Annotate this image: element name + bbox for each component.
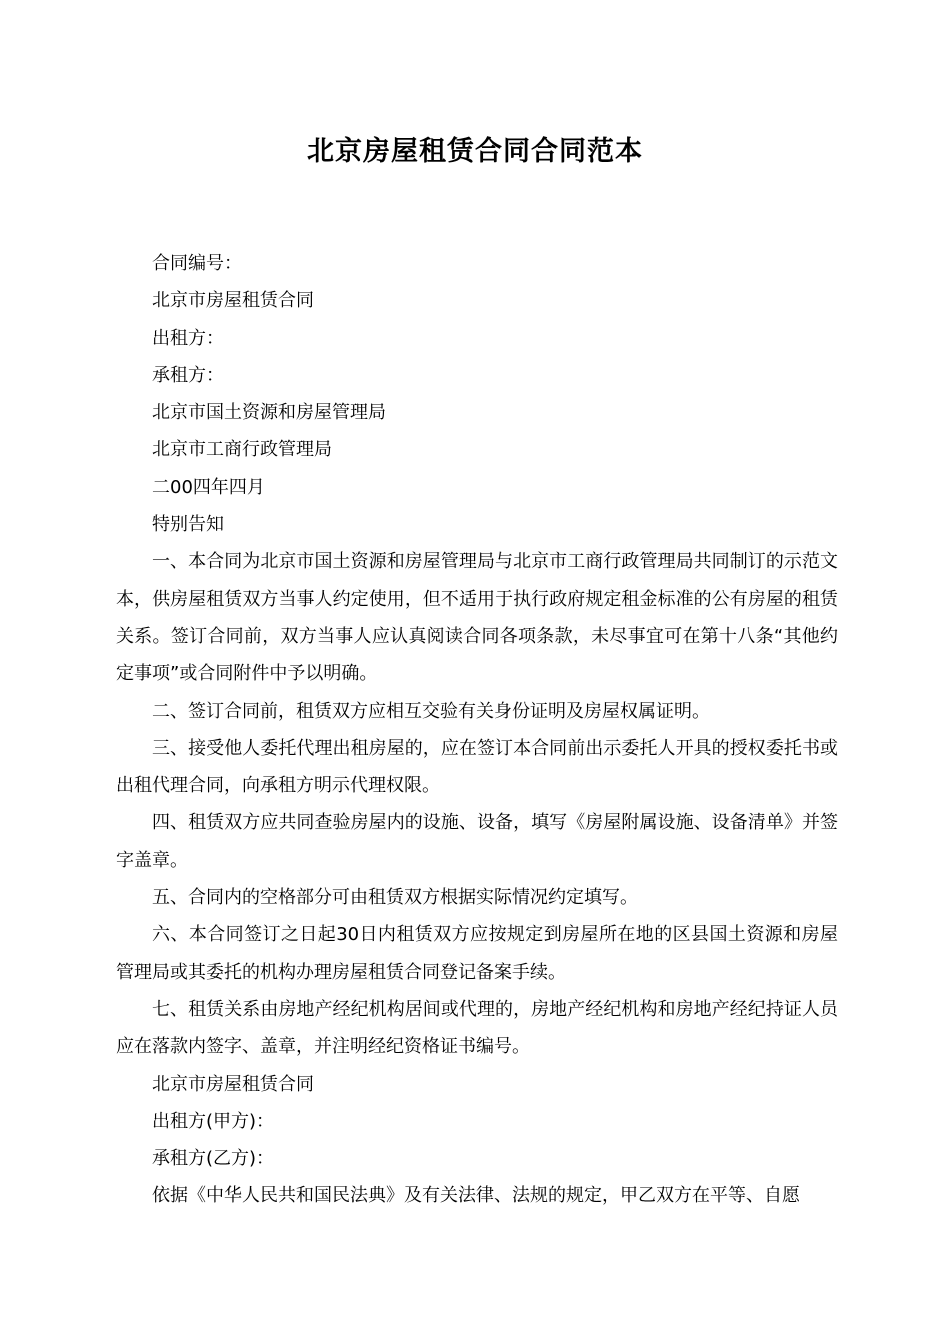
party-a-label: 出租方(甲方)： (152, 1110, 275, 1132)
party-b-label: 承租方(乙方)： (152, 1148, 275, 1170)
notice-item-4: 四、租赁双方应共同查验房屋内的设施、设备，填写《房屋附属设施、设备清单》并签字盖章。 (116, 812, 838, 871)
preamble-paragraph: 依据《中华人民共和国民法典》及有关法律、法规的规定，甲乙双方在平等、自愿 (152, 1185, 800, 1207)
notice-item-3: 三、接受他人委托代理出租房屋的，应在签订本合同前出示委托人开具的授权委托书或出租代理合同，向承租方明示代理权限。 (116, 737, 838, 797)
notice-item-1: 一、本合同为北京市国土资源和房屋管理局与北京市工商行政管理局共同制订的示范文本，供房屋租赁双方当事人约定使用，但不适用于执行政府规定租金标准的公有房屋的租赁关系。签订合同前，双方当事人应认真阅读合同各项条款，未尽事宜可在第十八条“其他约定事项”或合同附件中予以明确。 (116, 551, 838, 685)
issue-date: 二00四年四月 (152, 476, 265, 498)
lessor-label: 出租方： (152, 327, 224, 349)
notice-item-7: 七、租赁关系由房地产经纪机构居间或代理的，房地产经纪机构和房地产经纪持证人员应在落款内签字、盖章，并注明经纪资格证书编号。 (116, 998, 838, 1058)
document-body (116, 245, 838, 1215)
notice-item-6: 六、本合同签订之日起30日内租赁双方应按规定到房屋所在地的区县国土资源和房屋管理局或其委托的机构办理房屋租赁合同登记备案手续。 (116, 924, 838, 983)
issuer-land-bureau: 北京市国土资源和房屋管理局 (152, 402, 386, 424)
contract-name-repeat: 北京市房屋租赁合同 (152, 1073, 314, 1095)
special-notice-heading: 特别告知 (152, 514, 224, 536)
issuer-commerce-bureau: 北京市工商行政管理局 (152, 439, 332, 461)
document-title: 北京房屋租赁合同合同范本 (307, 136, 643, 167)
notice-item-2: 二、签订合同前，租赁双方应相互交验有关身份证明及房屋权属证明。 (152, 700, 710, 722)
contract-number-label: 合同编号： (152, 253, 242, 274)
lessee-label: 承租方： (152, 364, 224, 386)
contract-name: 北京市房屋租赁合同 (152, 290, 314, 312)
notice-item-5: 五、合同内的空格部分可由租赁双方根据实际情况约定填写。 (152, 887, 638, 909)
